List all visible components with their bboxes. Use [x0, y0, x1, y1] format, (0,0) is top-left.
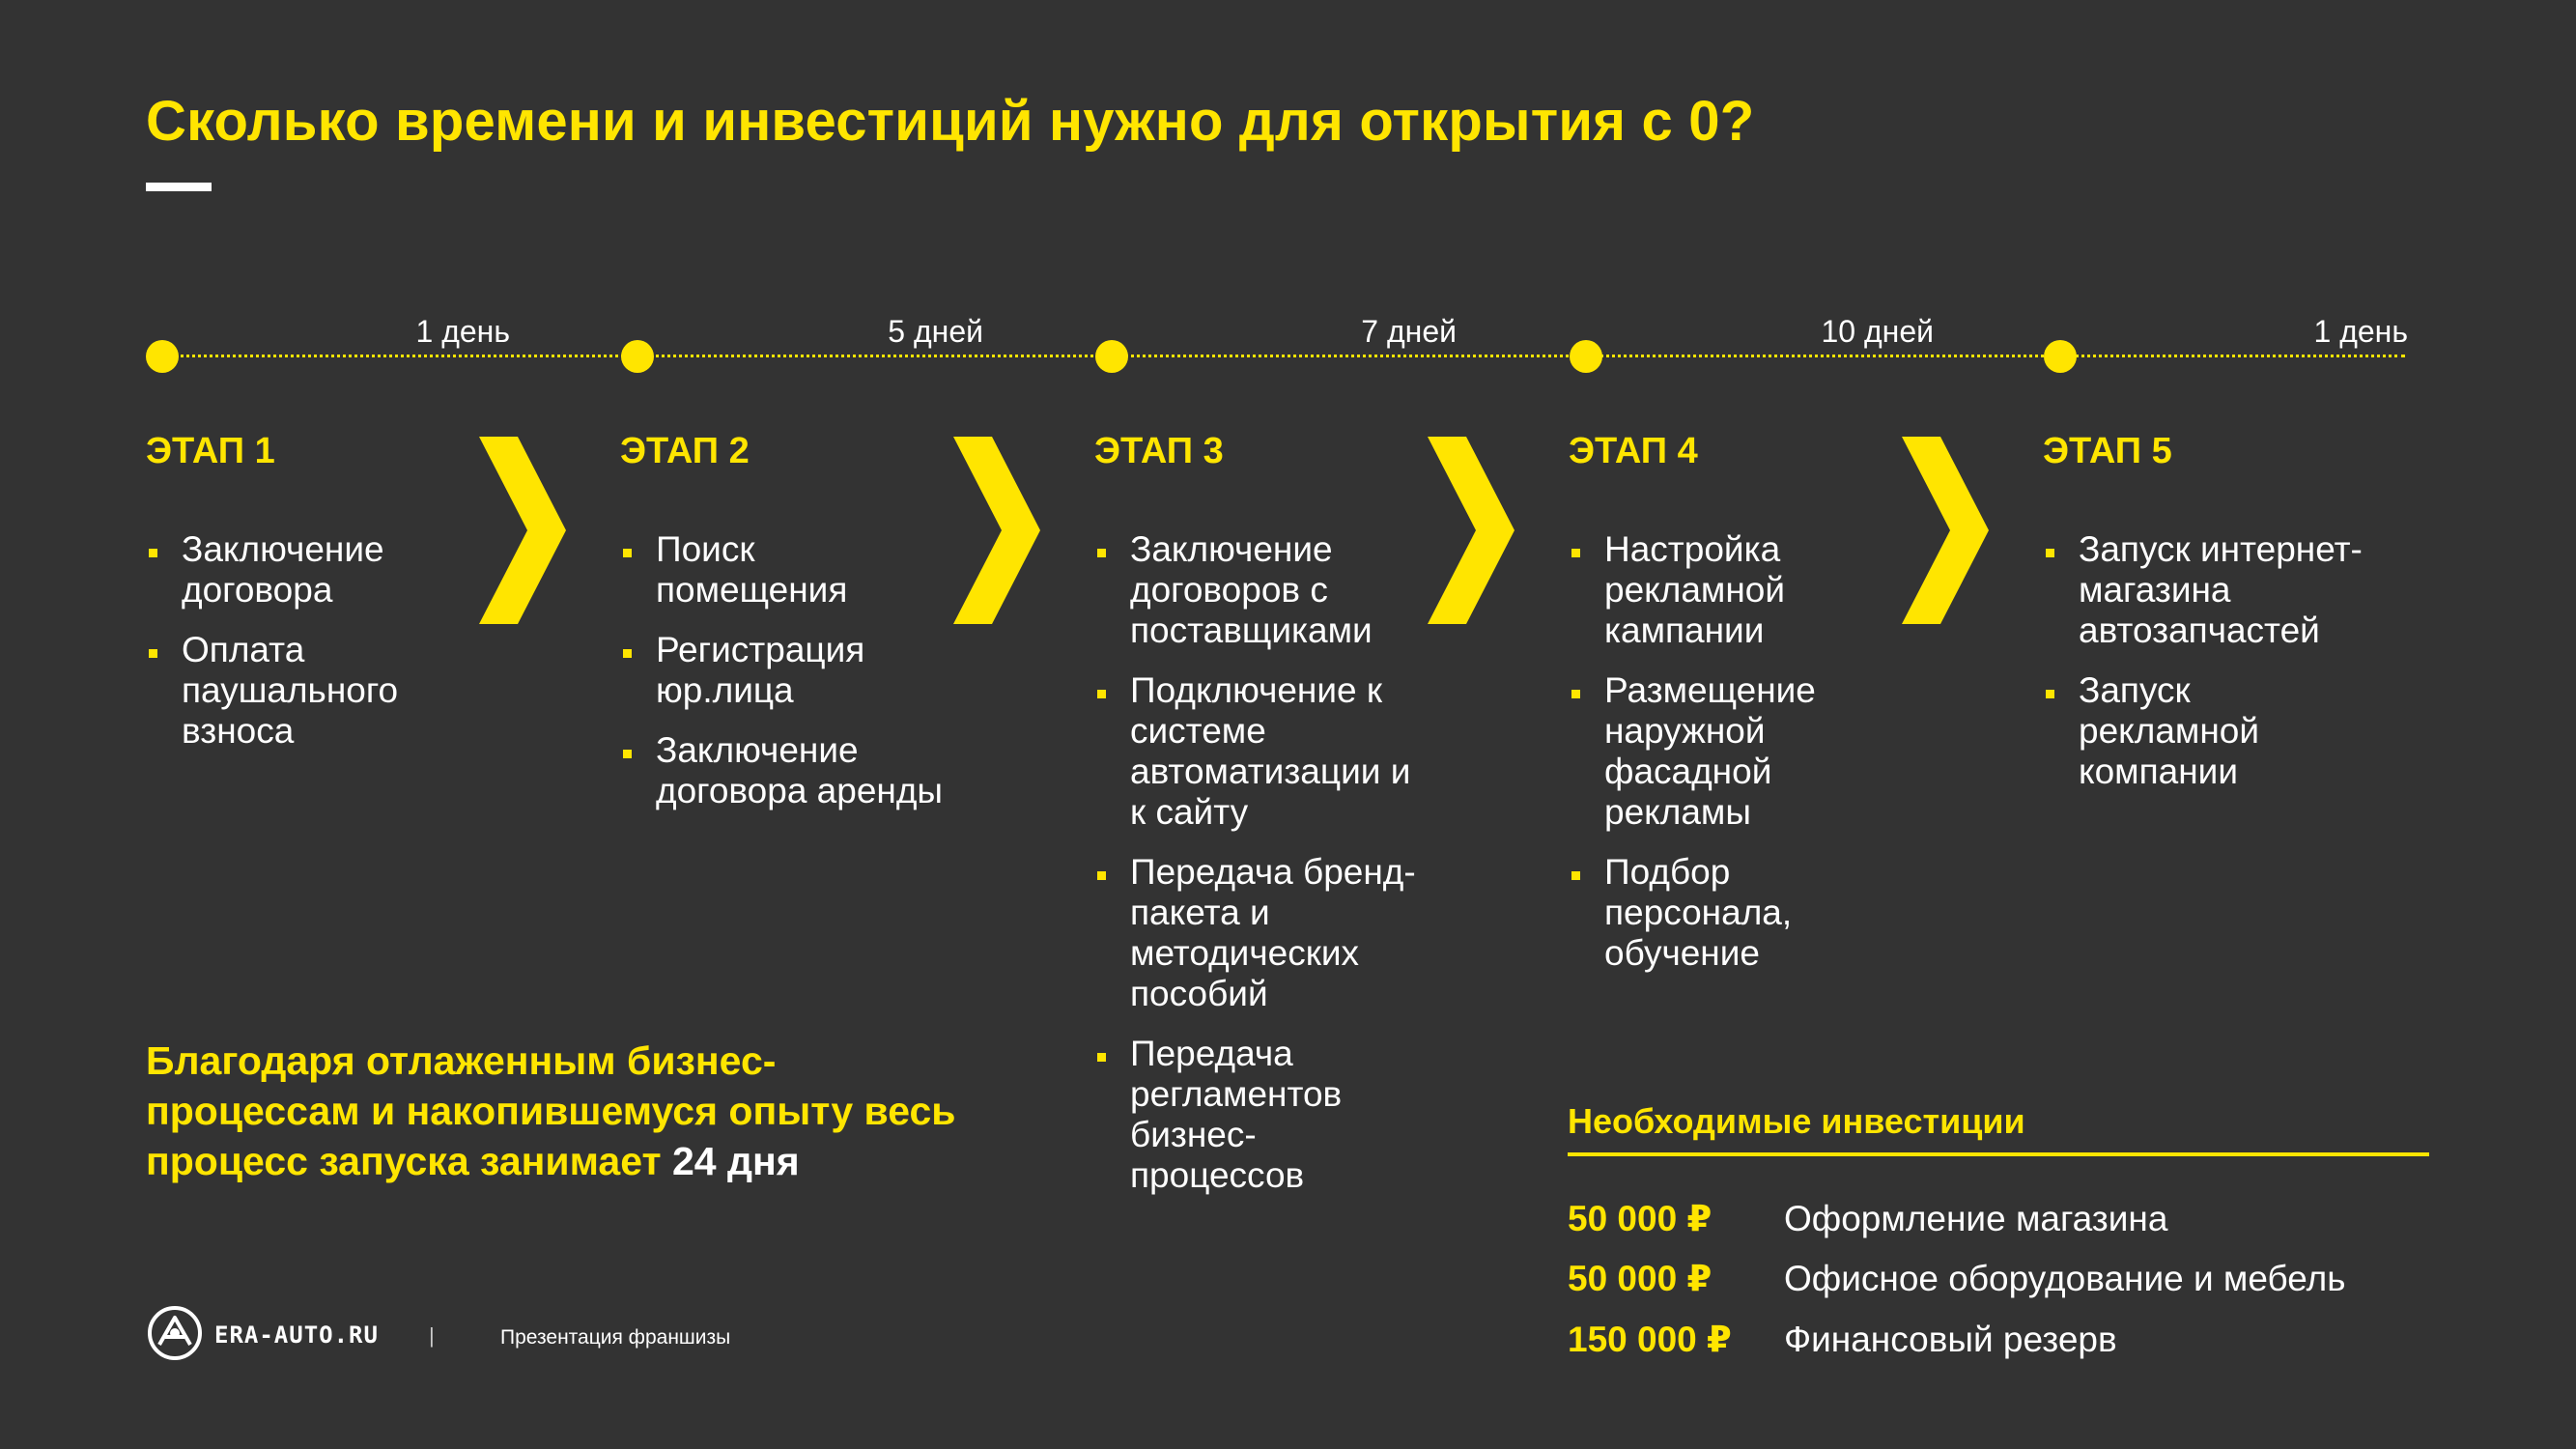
bullet-icon [1097, 549, 1106, 557]
summary-highlight: 24 дня [671, 1139, 800, 1183]
list-item: Настройка рекламной кампании [1569, 529, 1897, 651]
chevron-right-icon [479, 437, 566, 624]
investment-amount: 50 000 ₽ [1568, 1199, 1713, 1238]
footer-separator: | [429, 1323, 435, 1348]
investment-row [1568, 1198, 2167, 1239]
bullet-icon [2046, 549, 2054, 557]
bullet-icon [1097, 871, 1106, 880]
timeline-dot [1095, 340, 1128, 373]
investments-title: Необходимые инвестиции [1568, 1101, 2025, 1141]
summary-text: Благодаря отлаженным бизнес-процессам и накопившемуся опыту весь процесс запуска занимает 24 дня [146, 1038, 956, 1183]
bullet-icon [149, 649, 157, 658]
bullet-icon [1571, 690, 1580, 698]
list-item: Регистрация юр.лица [620, 630, 948, 711]
timeline-dot [1570, 340, 1602, 373]
page-title: Сколько времени и инвестиций нужно для открытия с 0? [146, 90, 1755, 153]
investment-row [1568, 1319, 2117, 1360]
bullet-icon [1571, 871, 1580, 880]
chevron-right-icon [953, 437, 1040, 624]
chevron-right-icon [1902, 437, 1989, 624]
list-item: Передача бренд-пакета и методических пособий [1094, 852, 1423, 1014]
stage-duration: 1 день [415, 314, 510, 349]
list-item: Заключение договора [146, 529, 474, 611]
bullet-icon [623, 649, 632, 658]
bullet-icon [1097, 690, 1106, 698]
list-item: Размещение наружной фасадной рекламы [1569, 670, 1897, 833]
investments-divider [1568, 1152, 2429, 1156]
list-item: Запуск рекламной компании [2043, 670, 2371, 792]
list-item: Заключение договоров с поставщиками [1094, 529, 1423, 651]
stage-duration: 7 дней [1361, 314, 1457, 349]
stage-3-title: ЭТАП 3 [1094, 431, 1224, 471]
bullet-icon [149, 549, 157, 557]
chevron-right-icon [1428, 437, 1514, 624]
stage-5-title: ЭТАП 5 [2043, 431, 2172, 471]
stage-1-title: ЭТАП 1 [146, 431, 275, 471]
investment-amount: 50 000 ₽ [1568, 1259, 1713, 1298]
list-item: Запуск интернет-магазина автозапчастей [2043, 529, 2371, 651]
timeline-dot [621, 340, 654, 373]
bullet-icon [2046, 690, 2054, 698]
list-item: Подключение к системе автоматизации и к сайту [1094, 670, 1423, 833]
logo-text: ERA-AUTO.RU [214, 1321, 379, 1349]
bullet-icon [623, 750, 632, 758]
title-underline [146, 183, 212, 191]
stage-2-title: ЭТАП 2 [620, 431, 750, 471]
stage-duration: 1 день [2313, 314, 2408, 349]
era-auto-logo-icon [146, 1304, 204, 1362]
stage-3-items [1094, 529, 1423, 1215]
stage-5-items [2043, 529, 2371, 811]
stage-duration: 5 дней [888, 314, 983, 349]
stage-duration: 10 дней [1821, 314, 1934, 349]
bullet-icon [1097, 1053, 1106, 1062]
list-item: Передача регламентов бизнес-процессов [1094, 1034, 1423, 1196]
list-item: Оплата паушального взноса [146, 630, 474, 752]
timeline-dot [146, 340, 179, 373]
stage-4-title: ЭТАП 4 [1569, 431, 1698, 471]
bullet-icon [1571, 549, 1580, 557]
investment-label: Офисное оборудование и мебель [1784, 1259, 2346, 1298]
timeline-dot [2044, 340, 2077, 373]
stage-4-items [1569, 529, 1897, 993]
list-item: Заключение договора аренды [620, 730, 948, 811]
list-item: Подбор персонала, обучение [1569, 852, 1897, 974]
investment-label: Финансовый резерв [1784, 1320, 2117, 1359]
investment-row [1568, 1258, 2346, 1299]
stage-1-items [146, 529, 474, 771]
stage-2-items [620, 529, 948, 831]
investment-amount: 150 000 ₽ [1568, 1320, 1732, 1359]
investment-label: Оформление магазина [1784, 1199, 2168, 1238]
footer-caption: Презентация франшизы [500, 1326, 731, 1349]
bullet-icon [623, 549, 632, 557]
list-item: Поиск помещения [620, 529, 948, 611]
